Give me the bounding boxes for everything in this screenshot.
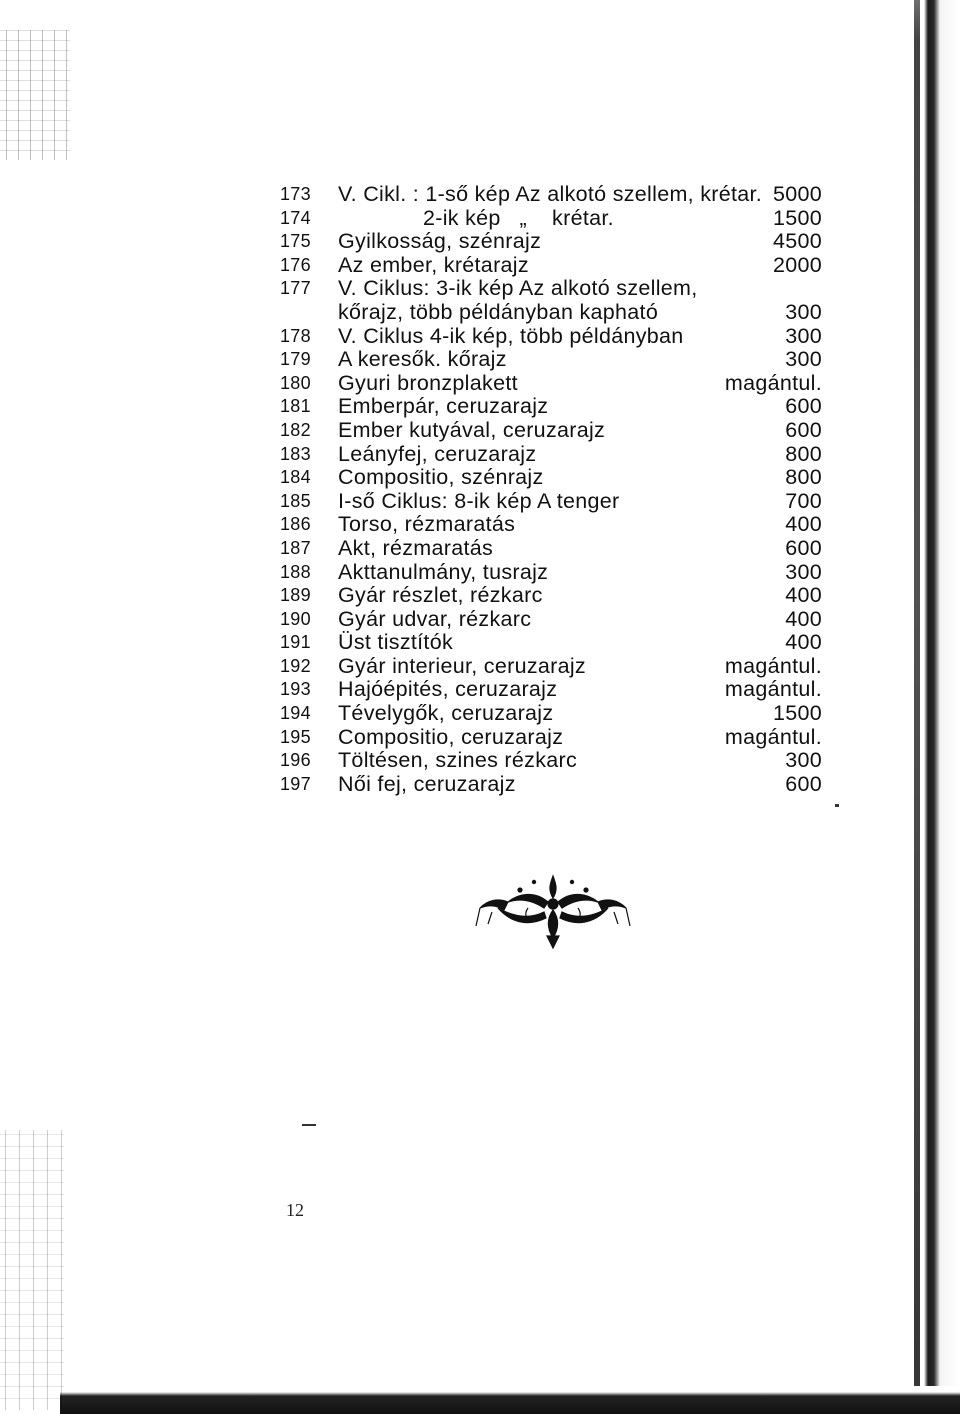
- entry-title: Gyuri bronzplakett: [338, 370, 518, 395]
- entry-price: magántul.: [724, 677, 822, 702]
- entry-number: 195: [280, 726, 311, 747]
- list-item: [280, 748, 840, 772]
- entry-number: 192: [280, 655, 311, 676]
- entry-title: Gyilkosság, szénrajz: [338, 229, 542, 254]
- entry-price: 1500: [772, 205, 822, 230]
- list-item: [280, 324, 840, 348]
- list-item: [280, 677, 840, 701]
- list-item: [280, 654, 840, 678]
- entry-price: 600: [785, 394, 822, 419]
- stray-mark: [302, 1124, 316, 1126]
- entry-number: 196: [280, 750, 311, 771]
- entry-number: 180: [280, 372, 311, 393]
- entry-title: Leányfej, ceruzarajz: [338, 441, 537, 466]
- entry-number: 193: [280, 679, 311, 700]
- catalogue-list: [280, 182, 840, 795]
- entry-price: 5000: [772, 182, 822, 206]
- entry-price: 600: [785, 771, 822, 796]
- entry-price: 800: [785, 441, 822, 466]
- entry-price: 4500: [772, 229, 822, 254]
- entry-title: V. Ciklus 4-ik kép, több példányban: [338, 323, 684, 348]
- scan-noise-top-left: [0, 30, 70, 160]
- entry-number: 173: [280, 184, 311, 204]
- entry-title: Torso, rézmaratás: [338, 512, 516, 537]
- entry-title: Akttanulmány, tusrajz: [338, 559, 549, 584]
- entry-number: 184: [280, 467, 311, 488]
- list-item: [280, 371, 840, 395]
- list-item: [280, 630, 840, 654]
- list-item: [280, 772, 840, 796]
- entry-title: Hajóépités, ceruzarajz: [338, 677, 558, 702]
- entry-title: Gyár részlet, rézkarc: [338, 583, 543, 608]
- entry-title: Emberpár, ceruzarajz: [338, 394, 549, 419]
- list-item: [280, 418, 840, 442]
- entry-price: 300: [785, 347, 822, 372]
- list-item: [280, 583, 840, 607]
- entry-number: 186: [280, 514, 311, 535]
- list-item: [280, 347, 840, 371]
- entry-price: 400: [785, 606, 822, 631]
- entry-title: Az ember, krétarajz: [338, 252, 529, 277]
- entry-number: 178: [280, 325, 311, 346]
- entry-title-continuation: kőrajz, több példányban kapható: [338, 299, 659, 324]
- entry-number: 179: [280, 349, 311, 370]
- scan-noise-bottom-left: [0, 1130, 64, 1410]
- entry-title: 2-ik kép „ krétar.: [423, 205, 614, 230]
- list-item: [280, 560, 840, 584]
- entry-title: Üst tisztítók: [338, 630, 454, 655]
- entry-price: magántul.: [724, 724, 822, 749]
- entry-title: Gyár interieur, ceruzarajz: [338, 653, 586, 678]
- entry-price: 2000: [772, 252, 822, 277]
- list-item: [280, 701, 840, 725]
- entry-number: 177: [280, 278, 311, 299]
- entry-number: 182: [280, 419, 311, 440]
- entry-title: Töltésen, szines rézkarc: [338, 748, 578, 773]
- entry-price: 400: [785, 583, 822, 608]
- entry-title: Ember kutyával, ceruzarajz: [338, 417, 606, 442]
- entry-price: 400: [785, 630, 822, 655]
- floral-vignette-icon: [468, 868, 638, 952]
- entry-title: I-ső Ciklus: 8-ik kép A tenger: [338, 488, 620, 513]
- entry-price: 300: [785, 748, 822, 773]
- entry-number: 185: [280, 490, 311, 511]
- list-item: [280, 465, 840, 489]
- entry-title: A keresők. kőrajz: [338, 347, 507, 372]
- list-item: [280, 394, 840, 418]
- entry-title: Tévelygők, ceruzarajz: [338, 701, 554, 726]
- entry-number: 176: [280, 254, 311, 275]
- scan-edge-right-shadow: [914, 0, 920, 1414]
- entry-number: 197: [280, 773, 311, 794]
- entry-price: 800: [785, 465, 822, 490]
- speck: [835, 804, 839, 807]
- entry-price: 300: [785, 323, 822, 348]
- entry-title: Akt, rézmaratás: [338, 535, 494, 560]
- list-item: [280, 276, 840, 300]
- entry-price: magántul.: [724, 653, 822, 678]
- entry-title: Gyár udvar, rézkarc: [338, 606, 532, 631]
- scan-edge-bottom: [60, 1386, 960, 1414]
- entry-number: 187: [280, 537, 311, 558]
- entry-title: V. Ciklus: 3-ik kép Az alkotó szellem,: [338, 276, 698, 301]
- list-item: [280, 253, 840, 277]
- entry-price: 300: [785, 559, 822, 584]
- list-item: [280, 536, 840, 560]
- list-item: [280, 725, 840, 749]
- list-item: [280, 442, 840, 466]
- entry-title: Compositio, ceruzarajz: [338, 724, 564, 749]
- entry-price: 700: [785, 488, 822, 513]
- entry-number: 188: [280, 561, 311, 582]
- entry-price: 1500: [772, 701, 822, 726]
- list-item: [280, 229, 840, 253]
- entry-price: 400: [785, 512, 822, 537]
- entry-number: 191: [280, 632, 311, 653]
- entry-price: magántul.: [724, 370, 822, 395]
- scan-edge-right: [916, 0, 960, 1414]
- page-number: 12: [286, 1200, 304, 1220]
- entry-title: Compositio, szénrajz: [338, 465, 544, 490]
- list-item: [280, 182, 840, 206]
- entry-title: V. Cikl. : 1-ső kép Az alkotó szellem, krétar.: [338, 182, 763, 206]
- entry-number: 174: [280, 207, 311, 228]
- list-item: [280, 489, 840, 513]
- entry-number: 183: [280, 443, 311, 464]
- list-item: [280, 206, 840, 230]
- entry-number: 189: [280, 585, 311, 606]
- entry-number: 194: [280, 703, 311, 724]
- entry-price: 600: [785, 417, 822, 442]
- entry-title: Női fej, ceruzarajz: [338, 771, 516, 796]
- entry-number: 190: [280, 608, 311, 629]
- list-item: [280, 607, 840, 631]
- entry-price: 300: [785, 299, 822, 324]
- entry-price: 600: [785, 535, 822, 560]
- entry-number: 181: [280, 396, 311, 417]
- list-item-continuation: [280, 300, 840, 324]
- list-item: [280, 512, 840, 536]
- entry-number: 175: [280, 231, 311, 252]
